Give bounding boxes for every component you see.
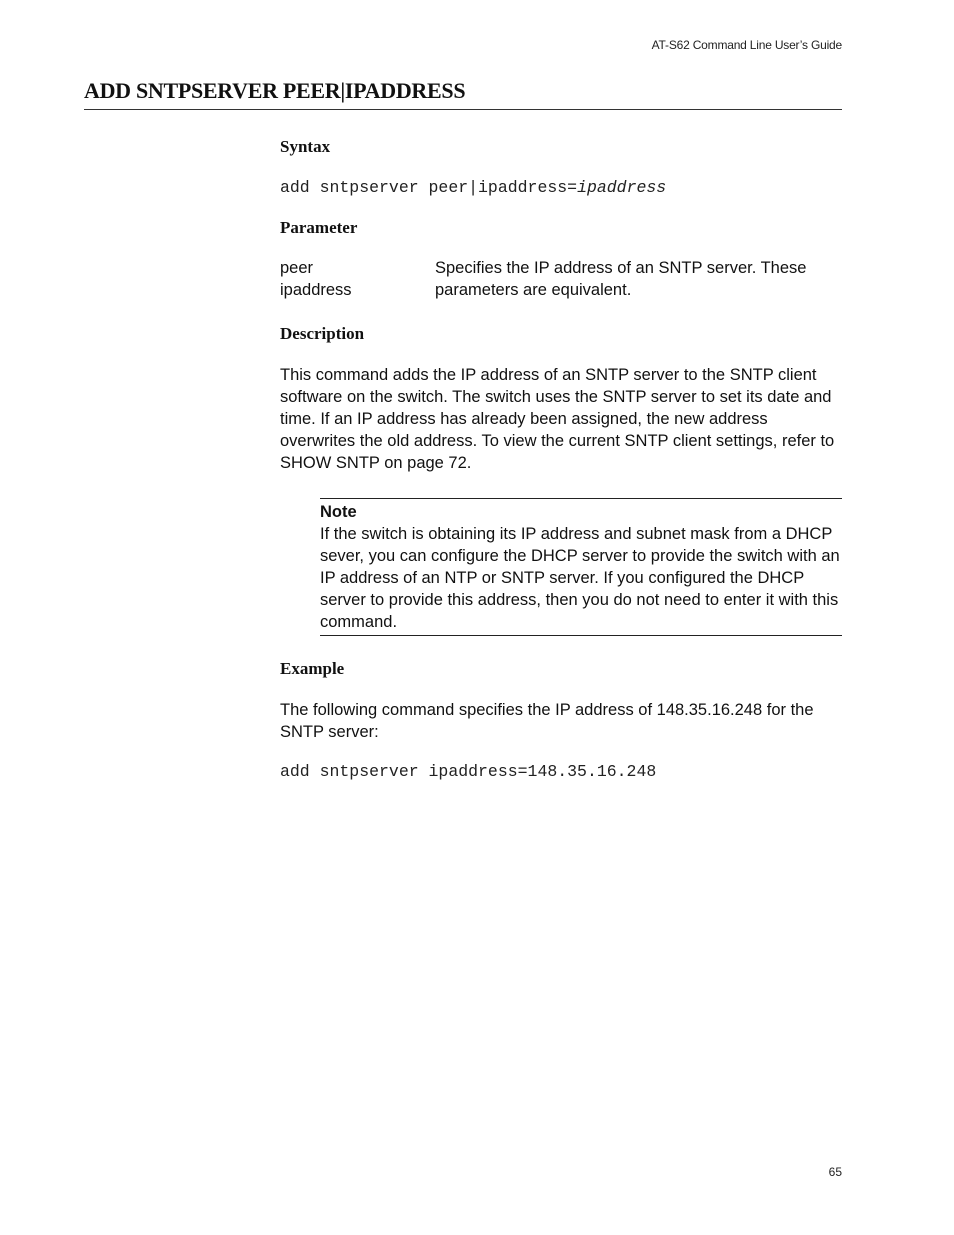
syntax-command-argument: ipaddress <box>577 178 667 197</box>
parameter-name: ipaddress <box>280 280 352 299</box>
parameter-name: peer <box>280 259 314 277</box>
parameter-heading: Parameter <box>280 218 358 237</box>
description-text: This command adds the IP address of an SNTP server to the SNTP client software on the switch. The switch uses the SNTP server to set its date and time. If an IP address has already been assigned, the new address overwrites the old address. To view the current SNTP client settings, refer to SHOW SNTP on page 72. <box>280 366 835 472</box>
page-title: ADD SNTPSERVER PEER|IPADDRESS <box>84 78 466 103</box>
syntax-command <box>280 178 666 197</box>
parameter-description: Specifies the IP address of an SNTP server. These parameters are equivalent. <box>435 259 807 299</box>
example-text: The following command specifies the IP address of 148.35.16.248 for the SNTP server: <box>280 701 814 741</box>
syntax-heading: Syntax <box>280 137 331 156</box>
example-heading: Example <box>280 659 345 678</box>
page-number: 65 <box>828 1165 842 1179</box>
syntax-command-prefix: add sntpserver peer|ipaddress= <box>280 178 578 197</box>
title-rule <box>84 109 842 110</box>
running-header: AT-S62 Command Line User’s Guide <box>651 38 842 52</box>
note-label: Note <box>320 503 357 521</box>
description-heading: Description <box>280 324 365 343</box>
note-text: If the switch is obtaining its IP address and subnet mask from a DHCP sever, you can configure the DHCP server to provide the switch with an IP address of an NTP or SNTP server. If you configured the DHCP server to provide this address, then you do not need to enter it with this command. <box>320 525 840 631</box>
note-box <box>320 498 842 636</box>
parameter-names <box>280 258 352 301</box>
example-command: add sntpserver ipaddress=148.35.16.248 <box>280 762 657 781</box>
